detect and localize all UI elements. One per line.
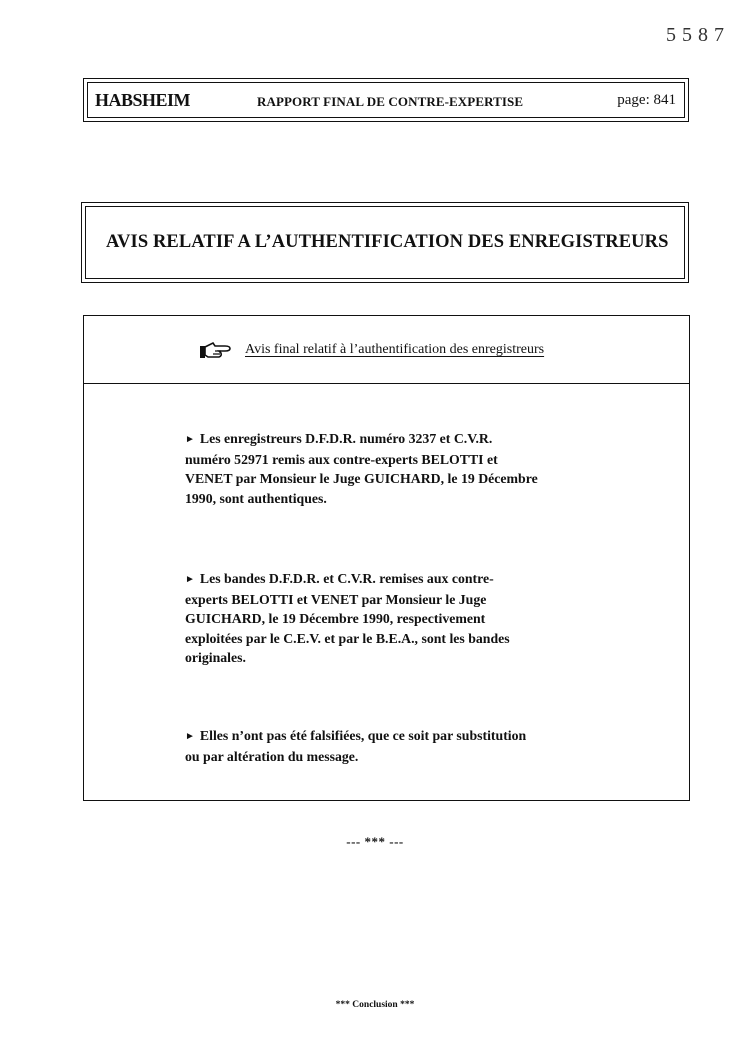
page-title: AVIS RELATIF A L’AUTHENTIFICATION DES ENREGISTREURS <box>106 232 669 252</box>
subheader <box>199 340 544 360</box>
bullet-arrow-icon: ► <box>185 731 195 742</box>
text-line: 1990, sont authentiques. <box>185 490 327 506</box>
header-center: RAPPORT FINAL DE CONTRE-EXPERTISE <box>257 94 524 109</box>
paragraph-authentic-recorders <box>185 429 595 508</box>
text-line: VENET par Monsieur le Juge GUICHARD, le 19 Décembre <box>185 471 538 486</box>
divider <box>84 383 689 384</box>
section-separator: --- *** --- <box>346 834 404 849</box>
content-box <box>83 315 690 801</box>
text-line: ou par altération du message. <box>185 748 359 764</box>
header-box <box>83 78 689 122</box>
bullet-arrow-icon: ► <box>185 434 195 445</box>
title-box <box>81 202 689 283</box>
text-line: GUICHARD, le 19 Décembre 1990, respectivement <box>185 611 486 626</box>
text-line: exploitées par le C.E.V. et par le B.E.A., sont les bandes <box>185 630 510 646</box>
bullet-arrow-icon: ► <box>185 574 195 585</box>
paragraph-original-tapes <box>185 569 595 668</box>
text-line: originales. <box>185 650 246 665</box>
text-line: Elles n’ont pas été falsifiées, que ce soit par substitution <box>199 728 527 743</box>
text-line: experts BELOTTI et VENET par Monsieur le Juge <box>185 591 487 607</box>
footer-label: *** Conclusion *** <box>335 1000 415 1010</box>
pointing-hand-icon <box>199 340 233 360</box>
subheader-text: Avis final relatif à l’authentification des enregistreurs <box>245 342 545 357</box>
text-line: Les enregistreurs D.F.D.R. numéro 3237 et C.V.R. <box>199 431 493 446</box>
text-line: Les bandes D.F.D.R. et C.V.R. remises aux contre- <box>199 571 494 586</box>
page-number: page: 841 <box>617 92 676 108</box>
text-line: numéro 52971 remis aux contre-experts BELOTTI et <box>185 451 498 467</box>
header-left: HABSHEIM <box>95 90 191 110</box>
paragraph-not-falsified <box>185 726 595 766</box>
page-stamp: 5587 <box>666 24 730 46</box>
